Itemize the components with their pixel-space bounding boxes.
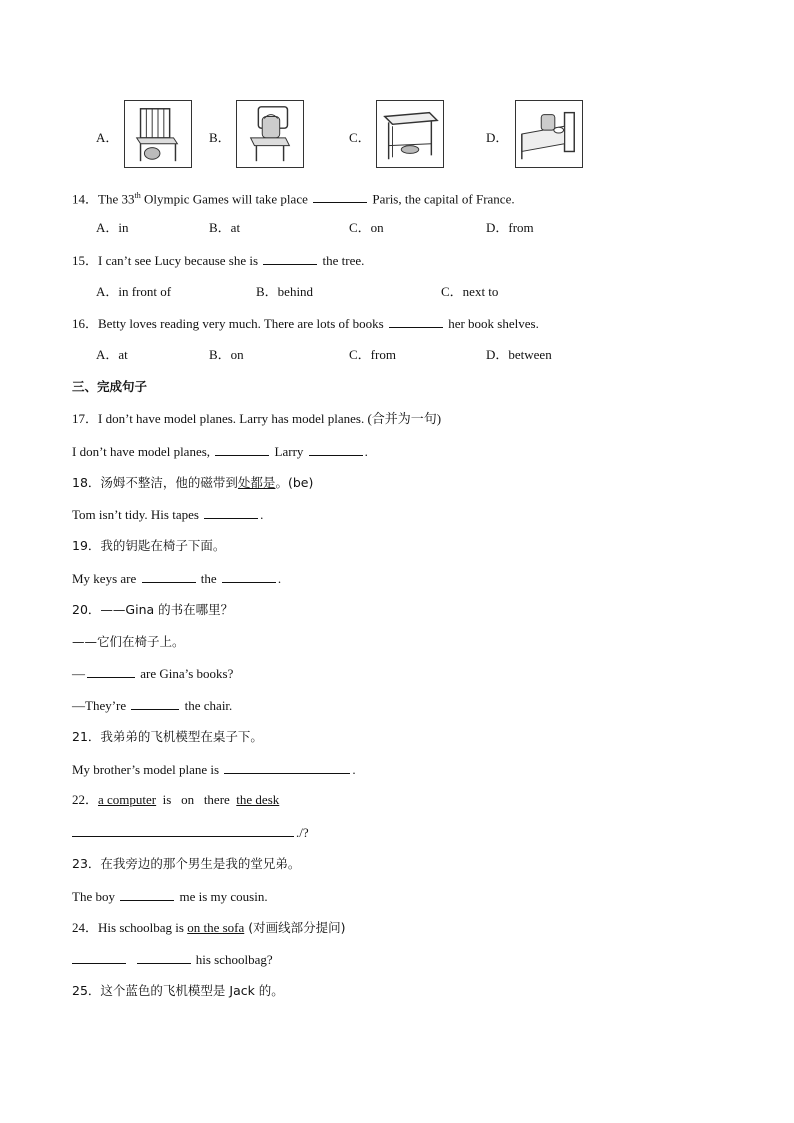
question-19: [72, 538, 225, 554]
answer-text: —They’re: [72, 698, 130, 713]
answer-blank[interactable]: [131, 697, 179, 710]
question-prompt: 汤姆不整洁，他的磁带到: [100, 475, 238, 490]
question-number: 20．: [72, 602, 101, 617]
question-25: [72, 983, 284, 999]
question-text: The 33: [98, 191, 135, 207]
question-number: 16．: [72, 316, 99, 331]
answer-blank[interactable]: [87, 665, 135, 678]
option-a[interactable]: A．in front of: [96, 284, 172, 299]
chair-with-bag-icon: [124, 100, 192, 168]
question-15: [72, 252, 364, 269]
answer-blank[interactable]: [222, 570, 276, 583]
table-with-items-icon: [376, 100, 444, 168]
answer-line-23: [72, 888, 268, 905]
option-d-label: D．: [486, 130, 509, 145]
answer-line-20b: [72, 697, 232, 714]
option-c[interactable]: C．next to: [441, 284, 499, 299]
question-14: [72, 188, 515, 207]
question-number: 23．: [72, 856, 101, 871]
answer-blank[interactable]: [142, 570, 196, 583]
question-17: [72, 411, 441, 427]
question-text: Paris, the capital of France.: [369, 191, 515, 207]
option-c[interactable]: C．from: [349, 347, 396, 362]
answer-line-19: [72, 570, 281, 587]
question-number: 22．: [72, 792, 99, 807]
question-number: 14．: [72, 191, 99, 207]
answer-text: My brother’s model plane is: [72, 762, 223, 777]
question-text: the tree.: [319, 253, 365, 268]
option-b[interactable]: B．behind: [256, 284, 314, 299]
question-number: 15．: [72, 253, 99, 268]
answer-blank[interactable]: [72, 824, 294, 837]
answer-line-17: [72, 443, 368, 460]
answer-text: The boy: [72, 889, 119, 904]
option-b[interactable]: B．on: [209, 347, 244, 362]
answer-line-21: [72, 761, 356, 778]
question-text: Olympic Games will take place: [140, 191, 312, 207]
answer-line-20a: [72, 665, 233, 682]
answer-text: me is my cousin.: [176, 889, 268, 904]
option-a[interactable]: A．in: [96, 220, 129, 235]
word-chunk: on: [181, 792, 195, 807]
answer-text: are Gina’s books?: [137, 666, 234, 681]
question-prompt: 我的钥匙在椅子下面。: [100, 538, 226, 553]
question-number: 17．: [72, 411, 99, 426]
answer-text: Larry: [271, 444, 307, 459]
answer-text: .: [277, 571, 282, 586]
word-chunk: there: [203, 792, 230, 807]
option-c-label: C．: [349, 130, 371, 145]
question-prompt: 这个蓝色的飞机模型是 Jack 的。: [100, 983, 284, 998]
question-number: 25．: [72, 983, 101, 998]
option-d[interactable]: D．from: [486, 220, 534, 235]
question-number: 18．: [72, 475, 101, 490]
underlined-phrase: 处都是: [237, 475, 276, 490]
word-chunk: is: [162, 792, 172, 807]
question-text: I can’t see Lucy because she is: [98, 253, 262, 268]
question-number: 24．: [72, 920, 99, 935]
option-d[interactable]: D．between: [486, 347, 552, 362]
superscript: th: [134, 191, 141, 200]
question-18: [72, 475, 313, 491]
question-20-reply: ——它们在椅子上。: [72, 634, 185, 649]
answer-blank[interactable]: [204, 506, 258, 519]
question-16: [72, 315, 539, 332]
question-prompt: ——Gina 的书在哪里？: [100, 602, 234, 617]
question-text: her book shelves.: [444, 316, 539, 331]
answer-text: his schoolbag?: [192, 952, 273, 967]
answer-text: Tom isn’t tidy. His tapes: [72, 507, 203, 522]
answer-blank[interactable]: [313, 190, 367, 203]
answer-line-22: [72, 824, 309, 841]
answer-blank[interactable]: [263, 252, 317, 265]
answer-blank[interactable]: [224, 761, 350, 774]
word-chunk: the desk: [236, 792, 280, 807]
question-number: 19．: [72, 538, 101, 553]
answer-text: .: [352, 762, 356, 777]
chair-with-schoolbag-icon: [236, 100, 304, 168]
answer-line-24: [72, 951, 273, 968]
answer-blank[interactable]: [120, 888, 174, 901]
question-20: [72, 602, 233, 618]
answer-text: —: [72, 666, 85, 681]
question-text: Betty loves reading very much. There are lots of books: [98, 316, 387, 331]
question-24: [72, 920, 346, 936]
answer-text: .: [364, 444, 368, 459]
answer-text: the: [197, 571, 220, 586]
option-a-label: A．: [96, 130, 119, 145]
question-prompt: 。(be): [275, 475, 314, 490]
word-chunk: a computer: [98, 792, 157, 807]
bed-with-schoolbag-icon: [515, 100, 583, 168]
question-prompt: His schoolbag is: [98, 920, 188, 935]
question-prompt: 我弟弟的飞机模型在桌子下。: [100, 729, 263, 744]
underlined-phrase: on the sofa: [187, 920, 245, 935]
answer-line-18: [72, 506, 263, 523]
option-b-label: B．: [209, 130, 231, 145]
answer-text: ./?: [296, 825, 309, 840]
question-21: [72, 729, 263, 745]
question-23: [72, 856, 300, 872]
answer-text: I don’t have model planes,: [72, 444, 214, 459]
question-prompt: (对画线部分提问): [244, 920, 346, 935]
answer-text: .: [260, 507, 264, 522]
option-b[interactable]: B．at: [209, 220, 241, 235]
answer-blank[interactable]: [137, 951, 191, 964]
answer-text: My keys are: [72, 571, 140, 586]
question-22: [72, 792, 279, 808]
answer-blank[interactable]: [389, 315, 443, 328]
option-c[interactable]: C．on: [349, 220, 384, 235]
question-prompt: 在我旁边的那个男生是我的堂兄弟。: [100, 856, 301, 871]
option-a[interactable]: A．at: [96, 347, 128, 362]
section-title: 三、完成句子: [72, 379, 148, 394]
answer-blank[interactable]: [309, 443, 363, 456]
answer-text: the chair.: [181, 698, 233, 713]
answer-blank[interactable]: [72, 951, 126, 964]
question-prompt: I don’t have model planes. Larry has model planes. (合并为一句): [98, 411, 442, 426]
answer-blank[interactable]: [215, 443, 269, 456]
question-number: 21．: [72, 729, 101, 744]
